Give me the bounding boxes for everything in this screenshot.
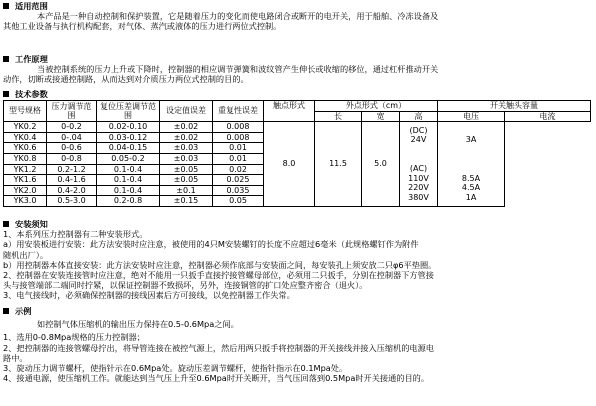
square-bullet-icon [3, 221, 9, 227]
header-contact: 触点形式 [264, 101, 315, 122]
cell-range: 0-.04 [47, 132, 97, 143]
header-repeat-error: 重复性误差 [213, 101, 264, 122]
cell-set-error: ±0.05 [160, 175, 213, 186]
application-heading: 适用范围 [3, 1, 593, 11]
cell-reset: 0.02-0.10 [97, 122, 160, 133]
cell-current: 3A 8.5A 4.5A 1A [438, 122, 505, 207]
cell-height: 5.0 [362, 122, 400, 207]
cell-model: YK0.8 [4, 153, 47, 164]
example-line-6: 4、接通电源，使压缩机工作。就能达到当气压上升至0.6Mpa时开关断开，当气压回落到0.5Mpa时开关接通的目的。 [3, 373, 430, 384]
install-line-2: a）用安装板进行安装：此方法安装时应注意，被使用的4只M安装螺钉的长度不应超过6毫米（此规格螺钉作为附件 [3, 239, 419, 250]
install-heading: 安装须知 [3, 219, 593, 229]
cell-voltage: (DC) 24V (AC) 110V 220V 380V [400, 122, 438, 207]
application-line-1: 本产品是一种自动控制和保护装置，它是随着压力的变化而使电路闭合或断开的电开关，用于船舶、冷冻设备及 [37, 11, 439, 22]
cell-model: YK3.0 [4, 196, 47, 207]
cell-set-error: ±0.03 [160, 143, 213, 154]
install-line-1: 1、本系列压力控制器有二种安装形式。 [3, 229, 148, 240]
cell-reset: 0.1-0.4 [97, 175, 160, 186]
install-line-6: 头与接管端部二端同时拧紧，以保证控制器不致损坏，另外，连接铜管的扩口处应整齐密合（退火）。 [3, 280, 368, 291]
cell-set-error: ±0.15 [160, 196, 213, 207]
header-length: 长 [315, 111, 362, 122]
cell-model: YK2.0 [4, 185, 47, 196]
cell-reset: 0.2-0.8 [97, 196, 160, 207]
cell-repeat-error: 0.05 [213, 196, 264, 207]
install-section [3, 219, 593, 301]
cell-reset: 0.05-0.2 [97, 153, 160, 164]
example-line-2: 1、选用0-0.8Mpa规格的压力控制器； [3, 332, 145, 343]
application-section [3, 1, 593, 32]
cell-model: YK0.6 [4, 143, 47, 154]
cell-set-error: ±0.03 [160, 153, 213, 164]
cell-set-error: ±0.02 [160, 132, 213, 143]
cell-model: YK1.6 [4, 175, 47, 186]
example-section [3, 306, 593, 383]
application-line-2: 其他工业设备与执行机构配套，对气体、蒸汽或液体的压力进行两位式控制。 [3, 21, 282, 32]
cell-range: 0.5-3.0 [47, 196, 97, 207]
install-line-3: 随机出厂）。 [3, 249, 49, 260]
example-line-1: 如控制气体压缩机的输出压力保持在0.5-0.6Mpa之间。 [37, 319, 239, 330]
spec-table [3, 100, 591, 207]
cell-repeat-error: 0.02 [213, 164, 264, 175]
cell-range: 0-0.6 [47, 143, 97, 154]
example-line-4: 路中。 [3, 352, 28, 363]
cell-model: YK0.4 [4, 132, 47, 143]
params-heading: 技术参数 [3, 89, 593, 99]
principle-line-2: 动作，切断或接通控制路，从而达到对介质压力两位式控制的目的。 [3, 74, 249, 85]
principle-line-1: 当被控制系统的压力上升或下降时，控制器的相应调节弹簧和波纹管产生伸长或收缩的移位，通过杠杆推动开关 [37, 64, 439, 75]
cell-repeat-error: 0.025 [213, 175, 264, 186]
cell-set-error: ±0.1 [160, 185, 213, 196]
cell-reset: 0.1-0.4 [97, 185, 160, 196]
principle-heading: 工作原理 [3, 54, 593, 64]
header-model: 型号规格 [4, 101, 47, 122]
header-range: 压力调节范围 [47, 101, 97, 122]
install-line-4: b）用控制器本体直接安装：此方法安装时应注意，控制器必须作底部与安装面之间，每安装孔上须安放二只φ6平垫圈。 [3, 259, 437, 270]
header-dims: 外点形式（cm） [315, 101, 438, 112]
cell-repeat-error: 0.035 [213, 185, 264, 196]
cell-repeat-error: 0.008 [213, 132, 264, 143]
header-reset: 复位压差调节范围 [97, 101, 160, 122]
square-bullet-icon [3, 3, 9, 9]
example-line-3: 2、把控制器的连接管螺母拧出，将导管连接在被控气源上，然后用两只扳手将控制器的开关接线并接入压缩机的电源电 [3, 342, 434, 353]
header-capacity: 开关触头容量 [438, 101, 591, 112]
table-row [4, 122, 591, 133]
header-height: 高 [400, 111, 438, 122]
header-current: 电流 [505, 111, 591, 122]
principle-section [3, 54, 593, 85]
square-bullet-icon [3, 91, 9, 97]
cell-set-error: ±0.02 [160, 122, 213, 133]
cell-reset: 0.04-0.15 [97, 143, 160, 154]
install-line-7: 3、电气接线时，必须确保控制器的接线因素后方可接线，以免控制器工作失常。 [3, 290, 295, 301]
example-line-5: 3、旋动压力调节螺杆，使指针示在0.6Mpa处。旋动压差调节螺杆，使指针指示在0.1Mpa处。 [3, 363, 348, 374]
example-heading: 示例 [3, 306, 593, 316]
cell-repeat-error: 0.008 [213, 122, 264, 133]
cell-length: 8.0 [264, 122, 315, 207]
cell-set-error: ±0.05 [160, 164, 213, 175]
cell-repeat-error: 0.01 [213, 143, 264, 154]
cell-model: YK0.2 [4, 122, 47, 133]
params-section [3, 89, 593, 99]
square-bullet-icon [3, 308, 9, 314]
header-voltage: 电压 [438, 111, 505, 122]
cell-reset: 0.1-0.4 [97, 164, 160, 175]
cell-width: 11.5 [315, 122, 362, 207]
cell-range: 0-0.2 [47, 122, 97, 133]
header-width: 宽 [362, 111, 400, 122]
header-set-error: 设定值误差 [160, 101, 213, 122]
cell-range: 0.2-1.2 [47, 164, 97, 175]
cell-range: 0.4-2.0 [47, 185, 97, 196]
cell-model: YK1.2 [4, 164, 47, 175]
square-bullet-icon [3, 56, 9, 62]
cell-range: 0.4-1.6 [47, 175, 97, 186]
cell-range: 0-0.8 [47, 153, 97, 164]
cell-repeat-error: 0.01 [213, 153, 264, 164]
cell-reset: 0.03-0.12 [97, 132, 160, 143]
install-line-5: 2、控制器在安装连接管时应注意，绝对不能用一只扳手直接拧接管螺母部位，必须用二只扳手，分别在控制器下方管接 [3, 270, 434, 281]
